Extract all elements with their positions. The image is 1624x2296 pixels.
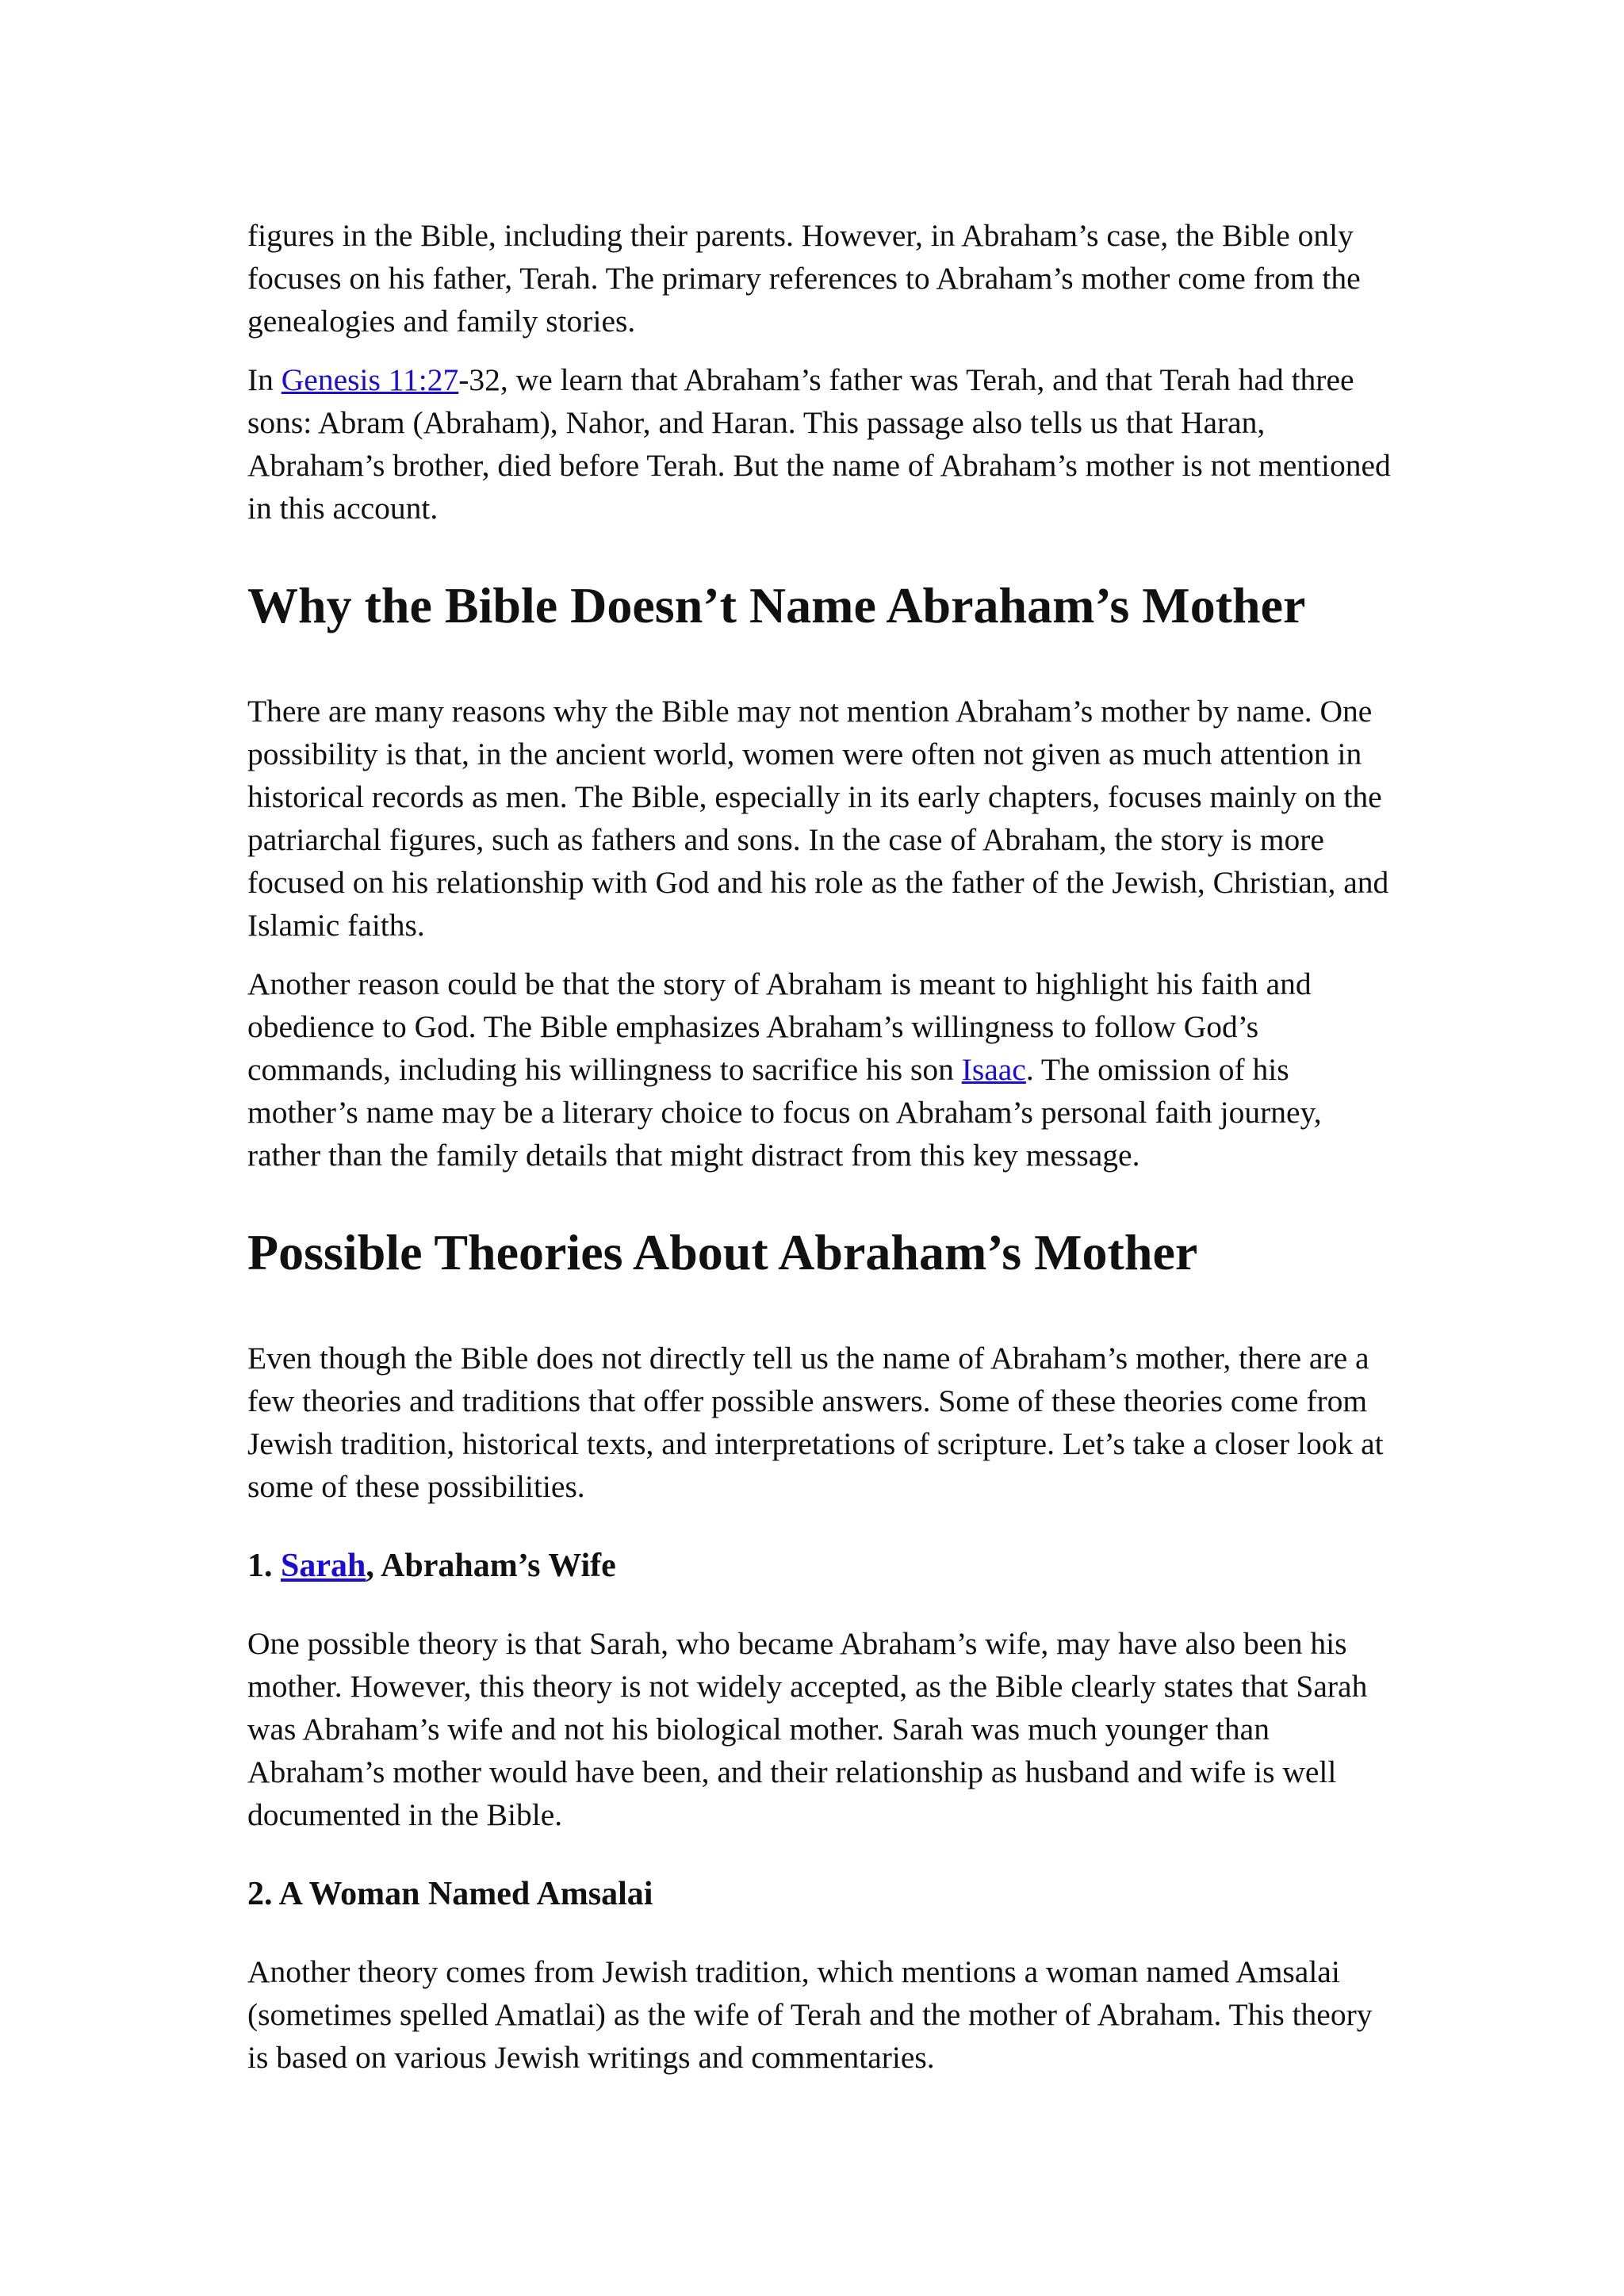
sarah-link[interactable]: Sarah: [281, 1548, 366, 1584]
paragraph-amsalai: Another theory comes from Jewish tradition, which mentions a woman named Amsalai (sometimes spelled Amatlai) as the wife of Terah and the mother of Abraham. This theory is based on various Jewish writings and commentaries.: [247, 1954, 1373, 2075]
paragraph-faith: [247, 962, 1394, 1177]
genesis-link[interactable]: Genesis 11:27: [281, 362, 459, 397]
paragraph-intro: figures in the Bible, including their parents. However, in Abraham’s case, the Bible only focuses on his father, Terah. The primary references to Abraham’s mother come from the genealogies and family stories.: [247, 218, 1361, 339]
text-segment: -32, we learn that Abraham’s father was Terah, and that Terah had three sons: Abram (Abraham), Nahor, and Haran. This passage also tells us that Haran, Abraham’s brother, died before Terah. But the name of Abraham’s mother is not mentioned in this account.: [247, 362, 1391, 526]
paragraph-reasons: There are many reasons why the Bible may not mention Abraham’s mother by name. One possibility is that, in the ancient world, women were often not given as much attention in historical records as men. The Bible, especially in its early chapters, focuses mainly on the patriarchal figures, such as fathers and sons. In the case of Abraham, the story is more focused on his relationship with God and his role as the father of the Jewish, Christian, and Islamic faiths.: [247, 694, 1389, 943]
heading-number: 1.: [247, 1548, 281, 1584]
heading-amsalai: 2. A Woman Named Amsalai: [247, 1876, 653, 1912]
heading-possible-theories: Possible Theories About Abraham’s Mother: [247, 1224, 1198, 1280]
heading-sarah: [247, 1544, 1394, 1587]
heading-suffix: , Abraham’s Wife: [366, 1548, 616, 1584]
paragraph-genesis: [247, 358, 1394, 530]
text-segment: Another reason could be that the story of Abraham is meant to highlight his faith and obedience to God. The Bible emphasizes Abraham’s willingness to follow God’s commands, including his willingness to sacrifice his son: [247, 966, 1312, 1087]
paragraph-sarah: One possible theory is that Sarah, who became Abraham’s wife, may have also been his mother. However, this theory is not widely accepted, as the Bible clearly states that Sarah was Abraham’s wife and not his biological mother. Sarah was much younger than Abraham’s mother would have been, and their relationship as husband and wife is well documented in the Bible.: [247, 1626, 1368, 1832]
paragraph-theories-intro: Even though the Bible does not directly tell us the name of Abraham’s mother, there are a few theories and traditions that offer possible answers. Some of these theories come from Jewish tradition, historical texts, and interpretations of scripture. Let’s take a closer look at some of these possibilities.: [247, 1341, 1384, 1504]
isaac-link[interactable]: Isaac: [961, 1052, 1026, 1087]
text-segment: In: [247, 362, 282, 397]
heading-why-bible: Why the Bible Doesn’t Name Abraham’s Mother: [247, 577, 1306, 633]
text-segment: . The omission of his mother’s name may be a literary choice to focus on Abraham’s personal faith journey, rather than the family details that might distract from this key message.: [247, 1052, 1322, 1173]
